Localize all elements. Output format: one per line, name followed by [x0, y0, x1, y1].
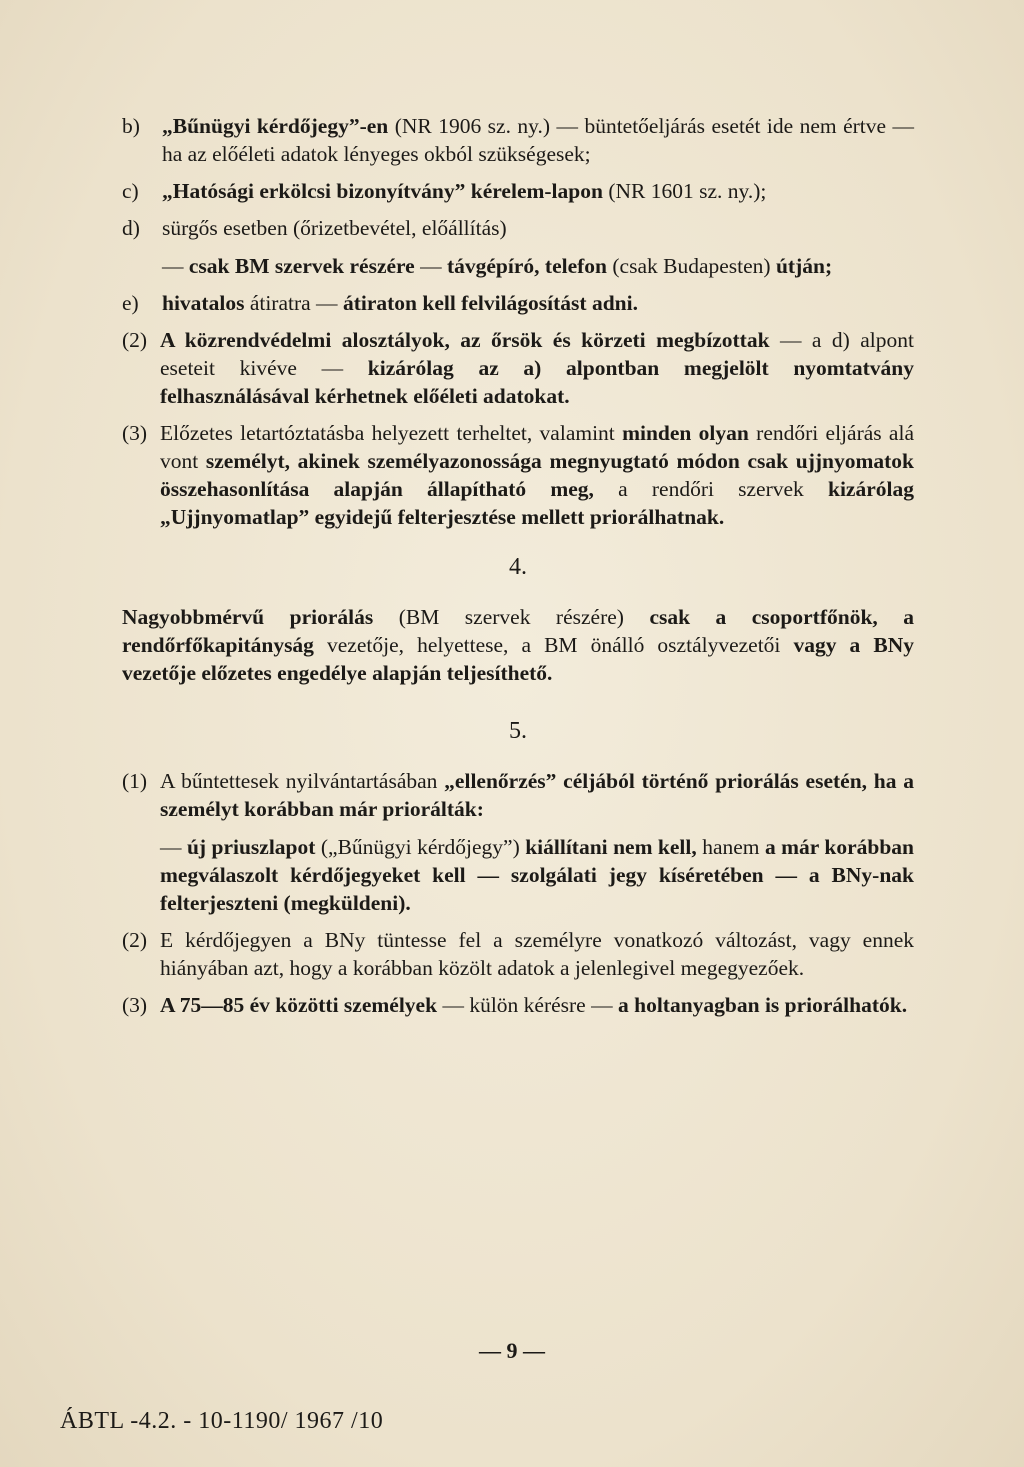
section-5-paragraph-3: (3) A 75—85 év közötti személyek — külön kérésre — a holtanyagban is priorálhatók.	[122, 993, 908, 1017]
item-label: c)	[122, 179, 139, 203]
section-4-paragraph: Nagyobbmérvű priorálás (BM szervek részére) csak a csoportfőnök, a rendőrfőkapitányság vezetője, helyettese, a BM önálló osztályvezetői vagy a BNy vezetője előzetes engedélye alapján teljesíthető.	[122, 605, 915, 685]
paragraph-2: (2) A közrendvédelmi alosztályok, az őrsök és körzeti megbízottak — a d) alpont eseteit kivéve — kizárólag az a) alpontban megjelölt nyomtatvány felhasználásával kérhetnek előéleti adatokat.	[122, 328, 914, 408]
page-number: — 9 —	[479, 1338, 545, 1363]
item-d-dash-line: — csak BM szervek részére — távgépíró, telefon (csak Budapesten) útján;	[162, 254, 833, 278]
archive-reference: ÁBTL -4.2. - 10-1190/ 1967 /10	[60, 1408, 384, 1434]
section-5-dash-line: — új priuszlapot („Bűnügyi kérdőjegy”) kiállítani nem kell, hanem a már korábban megválaszolt kérdőjegyeket kell — szolgálati jegy kíséretében — a BNy-nak felterjeszteni (megküldeni).	[160, 835, 914, 915]
item-e: e) hivatalos átiratra — átiraton kell felvilágosítást adni.	[122, 291, 638, 315]
section-5-paragraph-2: (2) E kérdőjegyen a BNy tüntesse fel a személyre vonatkozó változást, vagy ennek hiányában azt, hogy a korábban közölt adatok a jelenlegivel megegyezőek.	[122, 928, 914, 980]
item-d: d) sürgős esetben (őrizetbevétel, előállítás) — csak BM szervek részére — távgépíró, telefon (csak Budapesten) útján;	[122, 214, 914, 280]
paragraph-label: (2)	[122, 328, 148, 352]
section-number-4: 4.	[509, 554, 527, 580]
section-5-paragraph-1: (1) A bűntettesek nyilvántartásában „ellenőrzés” céljából történő priorálás esetén, ha a személyt korábban már priorálták: — új priuszlapot („Bűnügyi kérdőjegy”) kiállítani nem kell, hanem a már korábban megválaszolt kérdőjegyeket kell — szolgálati jegy kíséretében — a BNy-nak felterjeszteni (megküldeni).	[122, 769, 915, 915]
paragraph-label: (3)	[122, 421, 148, 445]
item-label: b)	[122, 114, 140, 138]
section-number-5: 5.	[509, 718, 527, 744]
paragraph-label: (3)	[122, 993, 148, 1017]
item-b: b) „Bűnügyi kérdőjegy”-en (NR 1906 sz. ny.) — büntetőeljárás esetét ide nem értve — ha az előéleti adatok lényeges okból szükségesek;	[122, 114, 914, 166]
item-c: c) „Hatósági erkölcsi bizonyítvány” kérelem-lapon (NR 1601 sz. ny.);	[122, 179, 767, 203]
item-label: e)	[122, 291, 139, 315]
document-body	[122, 112, 914, 1028]
paragraph-3: (3) Előzetes letartóztatásba helyezett terheltet, valamint minden olyan rendőri eljárás alá vont személyt, akinek személyazonossága megnyugtató módon csak ujjnyomatok összehasonlítása alapján állapítható meg, a rendőri szervek kizárólag „Ujjnyomatlap” egyidejű felterjesztése mellett priorálhatnak.	[122, 421, 914, 529]
paragraph-label: (2)	[122, 928, 148, 952]
paragraph-label: (1)	[122, 769, 148, 793]
item-label: d)	[122, 216, 140, 240]
